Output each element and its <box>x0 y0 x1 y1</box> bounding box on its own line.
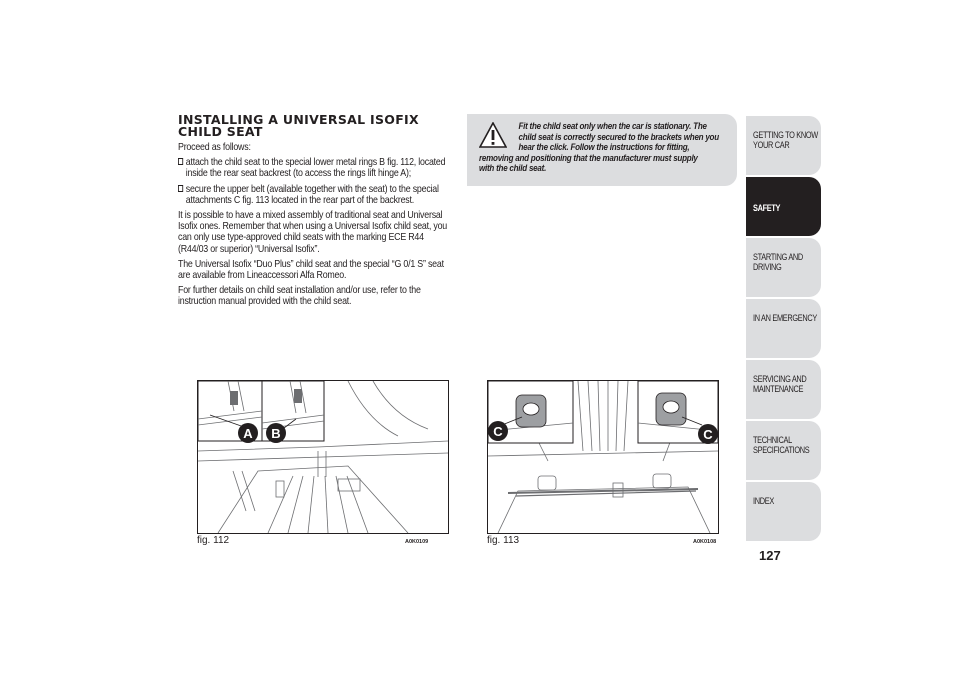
warning-text: Fit the child seat only when the car is stationary. The child seat is correctly secured to the brackets when you hear the click. Follow the instructions for fitting, removing and positioning that the manufacturer must supply with the child seat. <box>479 121 719 174</box>
tab-safety[interactable]: SAFETY <box>746 177 821 236</box>
body-text <box>178 142 451 308</box>
figure-113-code: A0K0108 <box>693 539 717 545</box>
figure-112 <box>197 380 449 534</box>
svg-text:A: A <box>243 426 253 441</box>
figure-113 <box>487 380 719 534</box>
page-number: 127 <box>759 548 781 563</box>
figure-112-caption: fig. 112 <box>197 535 230 546</box>
figure-112-code: A0K0109 <box>405 539 429 545</box>
tab-starting-and-driving[interactable]: STARTING AND DRIVING <box>746 238 821 297</box>
paragraph: For further details on child seat installation and/or use, refer to the instruction manual provided with the child seat. <box>178 285 421 308</box>
tab-technical-specifications[interactable]: TECHNICAL SPECIFICATIONS <box>746 421 821 480</box>
section-heading: INSTALLING A UNIVERSAL ISOFIX CHILD SEAT <box>178 112 419 139</box>
tab-in-an-emergency[interactable]: IN AN EMERGENCY <box>746 299 821 358</box>
checkbox-bullet-icon <box>178 185 183 192</box>
intro-text: Proceed as follows: <box>178 142 251 153</box>
rear-seat-isofix-illustration <box>198 381 448 533</box>
svg-text:C: C <box>493 424 503 439</box>
tab-servicing-and-maintenance[interactable]: SERVICING AND MAINTENANCE <box>746 360 821 419</box>
main-text-column <box>178 114 450 312</box>
chapter-tabs <box>746 116 821 543</box>
paragraph: The Universal Isofix “Duo Plus” child seat and the special “G 0/1 S” seat are available from Lineaccessori Alfa Romeo. <box>178 258 444 282</box>
paragraph: It is possible to have a mixed assembly of traditional seat and Universal Isofix ones. Remember that when using a Universal Isofix child seat, you can only use type-approved child seats with the marking ECE R44 (R44/03 or superior) “Universal Isofix”. <box>178 210 448 255</box>
checkbox-bullet-icon <box>178 158 183 165</box>
isofix-top-tether-illustration <box>488 381 718 533</box>
warning-box <box>467 114 737 186</box>
tab-index[interactable]: INDEX <box>746 482 821 541</box>
svg-text:C: C <box>703 427 713 442</box>
svg-text:B: B <box>271 426 281 441</box>
tab-getting-to-know-your-car[interactable]: GETTING TO KNOW YOUR CAR <box>746 116 821 175</box>
figure-113-caption: fig. 113 <box>487 535 520 546</box>
bullet-item: attach the child seat to the special lower metal rings B fig. 112, located inside the rear seat backrest (to access the rings lift hinge A); <box>178 157 451 179</box>
bullet-item: secure the upper belt (available together with the seat) to the special attachments C fig. 113 located in the rear part of the backrest. <box>178 184 451 206</box>
